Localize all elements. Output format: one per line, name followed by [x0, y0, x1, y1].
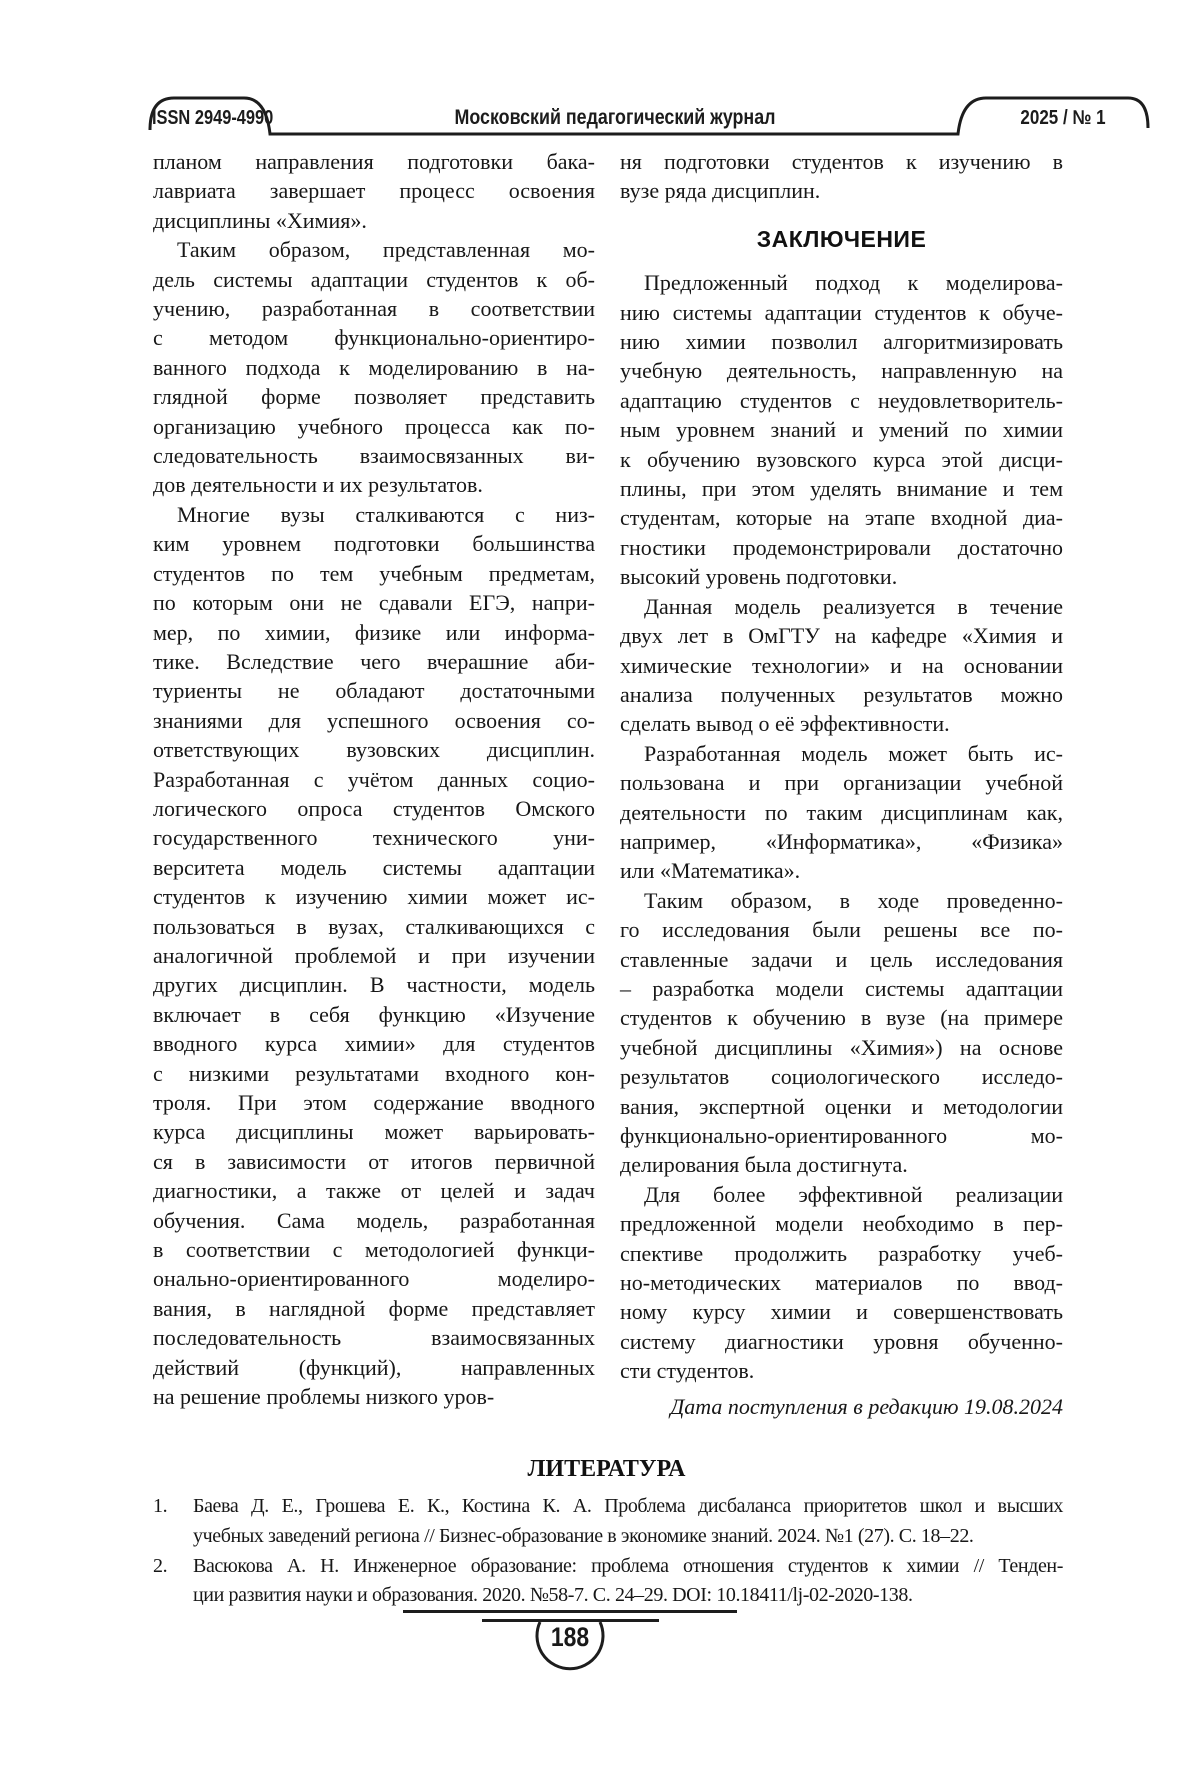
paragraph [153, 500, 595, 1412]
paragraph [620, 1180, 1063, 1386]
text-line: го исследования были решены все по- [620, 917, 1063, 943]
text-line: онально-ориентированного моделиро- [153, 1266, 595, 1292]
submission-date: Дата поступления в редакцию 19.08.2024 [670, 1393, 1063, 1419]
text-line: по которым они не сдавали ЕГЭ, напри- [153, 590, 595, 616]
text-line: тике. Вследствие чего вчерашние аби- [153, 648, 595, 674]
text-line: курса дисциплины может варьировать- [153, 1119, 595, 1145]
text-line: обучения. Сама модель, разработанная [153, 1207, 595, 1233]
text-line: ся в зависимости от итогов первичной [153, 1148, 595, 1174]
text-line: ванного подхода к моделированию в на- [153, 354, 595, 380]
text-line: туриенты не обладают достаточными [153, 678, 595, 704]
text-line: пользована и при организации учебной [620, 770, 1063, 796]
paragraph [620, 268, 1063, 591]
text-line: Васюкова А. Н. Инженерное образование: проблема отношения студентов к химии // Тенден- [193, 1554, 1063, 1577]
text-line: Для более эффективной реализации [644, 1181, 1063, 1207]
text-line: Баева Д. Е., Грошева Е. К., Костина К. А. Проблема дисбаланса приоритетов школ и высших [193, 1495, 1063, 1517]
text-line: верситета модель системы адаптации [153, 854, 595, 880]
text-line: вания, в наглядной форме представляет [153, 1295, 595, 1321]
left-column [153, 147, 595, 1411]
journal-title: Московский педагогический журнал [454, 106, 776, 129]
text-line: диагностики, а также от целей и задач [153, 1178, 595, 1204]
text-line: Данная модель реализуется в течение [644, 593, 1063, 619]
text-line: или «Математика». [620, 858, 801, 884]
text-line: к обучению вузовского курса этой дисци- [620, 446, 1063, 472]
text-line: знаниями для успешного освоения со- [153, 707, 595, 733]
paragraph [620, 592, 1063, 739]
paragraph [620, 739, 1063, 886]
references-list [150, 1492, 1063, 1611]
journal-header [148, 84, 1152, 142]
paragraph [620, 886, 1063, 1180]
text-line: двух лет в ОмГТУ на кафедре «Химия и [620, 623, 1063, 649]
right-column [620, 147, 1063, 1421]
text-line: ответствующих вузовских дисциплин. [153, 737, 595, 763]
text-line: на решение проблемы низкого уров- [153, 1384, 495, 1410]
text-line: Таким образом, представленная мо- [177, 237, 595, 263]
text-line: деятельности по таким дисциплинам как, [620, 799, 1063, 825]
text-line: дов деятельности и их результатов. [153, 472, 483, 498]
text-line: других дисциплин. В частности, модель [153, 972, 595, 998]
text-line: Предложенный подход к моделирова- [644, 270, 1063, 296]
page-footer [0, 1604, 1200, 1694]
text-line: функционально-ориентированного мо- [620, 1123, 1063, 1148]
text-line: адаптацию студентов с неудовлетворитель- [620, 387, 1063, 413]
reference-number: 1. [153, 1495, 168, 1517]
text-line: ня подготовки студентов к изучению в [620, 149, 1063, 174]
text-line: ким уровнем подготовки большинства [153, 531, 595, 557]
text-line: вания, экспертной оценки и методологии [620, 1093, 1063, 1119]
text-line: студентов по тем учебным предметам, [153, 560, 595, 586]
text-line: предложенной модели необходимо в пер- [620, 1211, 1063, 1237]
text-line: Таким образом, в ходе проведенно- [644, 887, 1063, 913]
text-line: плины, при этом уделять внимание и тем [620, 476, 1063, 502]
text-line: анализа полученных результатов можно [620, 681, 1063, 707]
text-line: ставленные задачи и цель исследования [620, 946, 1063, 972]
text-line: например, «Информатика», «Физика» [620, 828, 1063, 854]
text-line: организацию учебного процесса как по- [153, 413, 595, 439]
text-line: пользоваться в вузах, сталкивающихся с [153, 913, 595, 939]
text-line: – разработка модели системы адаптации [620, 975, 1063, 1001]
text-line: последовательность взаимосвязанных [153, 1325, 595, 1351]
text-line: делирования была достигнута. [620, 1152, 908, 1178]
reference-text [193, 1552, 1063, 1612]
text-line: результатов социологического исследо- [620, 1064, 1063, 1090]
issn-label: ISSN 2949-4990 [152, 107, 274, 129]
text-line: мер, по химии, физике или информа- [153, 619, 595, 645]
text-line: с низкими результатами входного кон- [153, 1060, 595, 1086]
text-line: логического опроса студентов Омского [153, 795, 595, 821]
text-line: сделать вывод о её эффективности. [620, 711, 950, 737]
text-line: учебной дисциплины «Химия») на основе [620, 1034, 1063, 1060]
text-line: Многие вузы сталкиваются с низ- [177, 501, 595, 527]
references-section [150, 1456, 1063, 1611]
text-line: нию химии позволил алгоритмизировать [620, 329, 1063, 355]
text-line: аналогичной проблемой и при изучении [153, 942, 595, 968]
issue-label: 2025 / № 1 [1020, 107, 1106, 129]
text-line: студентов к изучению химии может ис- [153, 884, 595, 910]
footer-rule-long [403, 1610, 737, 1613]
text-line: учебных заведений региона // Бизнес-образование в экономике знаний. 2024. №1 (27). С. 18–22. [193, 1524, 974, 1547]
text-line: дель системы адаптации студентов к об- [153, 266, 595, 292]
reference-text [193, 1492, 1063, 1552]
page-number: 188 [550, 1622, 590, 1652]
text-line: вузе ряда дисциплин. [620, 178, 821, 204]
section-heading: ЗАКЛЮЧЕНИЕ [756, 225, 927, 252]
paragraph [153, 235, 595, 500]
text-line: студентам, которые на этапе входной диа- [620, 505, 1063, 531]
text-line: вводного курса химии» для студентов [153, 1031, 595, 1057]
text-line: сти студентов. [620, 1358, 755, 1384]
text-line: учению, разработанная в соответствии [153, 296, 595, 322]
text-line: высокий уровень подготовки. [620, 564, 898, 590]
text-line: дисциплины «Химия». [153, 207, 367, 233]
text-line: глядной форме позволяет представить [153, 384, 595, 410]
text-line: государственного технического уни- [153, 825, 595, 851]
text-line: гностики продемонстрировали достаточно [620, 534, 1063, 560]
text-line: нию системы адаптации студентов к обуче- [620, 299, 1063, 325]
text-line: действий (функций), направленных [153, 1354, 595, 1380]
text-line: студентов к обучению в вузе (на примере [620, 1005, 1063, 1031]
text-line: спективе продолжить разработку учеб- [620, 1240, 1063, 1266]
reference-item [150, 1492, 1063, 1552]
reference-number: 2. [153, 1554, 168, 1577]
text-line: Разработанная модель может быть ис- [644, 740, 1063, 766]
text-line: систему диагностики уровня обученно- [620, 1328, 1063, 1354]
text-line: троля. При этом содержание вводного [153, 1090, 595, 1115]
text-line: химические технологии» и на основании [620, 652, 1063, 678]
text-line: следовательность взаимосвязанных ви- [153, 443, 595, 469]
text-line: но-методических материалов по ввод- [620, 1270, 1063, 1296]
text-line: учебную деятельность, направленную на [620, 358, 1063, 384]
text-line: с методом функционально-ориентиро- [153, 325, 595, 351]
reference-item [150, 1552, 1063, 1612]
text-line: ции развития науки и образования. 2020. №58-7. С. 24–29. DOI: 10.18411/lj-02-2020-138. [193, 1584, 913, 1607]
text-line: планом направления подготовки бака- [153, 149, 595, 174]
paragraph [153, 147, 595, 235]
text-line: включает в себя функцию «Изучение [153, 1001, 595, 1027]
references-heading: ЛИТЕРАТУРА [527, 1456, 686, 1482]
paragraph [620, 147, 1063, 206]
text-line: ному курсу химии и совершенствовать [620, 1299, 1063, 1325]
text-line: в соответствии с методологией функци- [153, 1237, 595, 1263]
text-line: лавриата завершает процесс освоения [153, 178, 595, 204]
page-number-badge [532, 1616, 608, 1676]
text-line: Разработанная с учётом данных социо- [153, 766, 595, 792]
text-line: ным уровнем знаний и умений по химии [620, 417, 1063, 443]
